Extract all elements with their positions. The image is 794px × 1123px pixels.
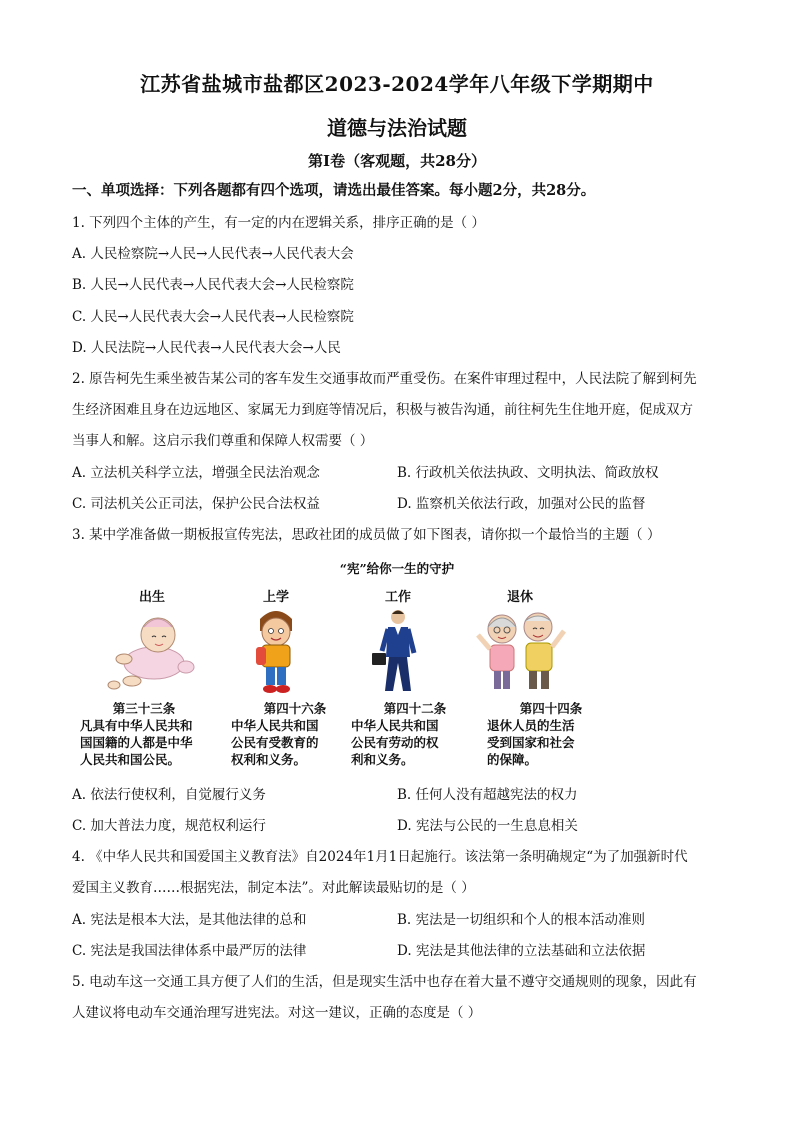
article-card-44 (487, 700, 627, 768)
part-title: 第Ⅰ卷（客观题，共28分） (308, 152, 486, 170)
question-4-stem-line2: 爱国主义教育……根据宪法，制定本法”。对此解读最贴切的是（ ） (72, 880, 475, 896)
section-heading: 一、单项选择：下列各题都有四个选项，请选出最佳答案。每小题2分，共28分。 (72, 182, 596, 199)
stage-label-school: 上学 (262, 590, 289, 605)
question-4-option-d: D. 宪法是其他法律的立法基础和立法依据 (397, 943, 646, 959)
question-2-option-a: A. 立法机关科学立法，增强全民法治观念 (72, 465, 320, 481)
question-1-option-c: C. 人民→人民代表大会→人民代表→人民检察院 (72, 309, 354, 325)
question-4-option-c: C. 宪法是我国法律体系中最严厉的法律 (72, 943, 307, 959)
article-text-44: 退休人员的生活 受到国家和社会 的保障。 (487, 718, 575, 767)
question-1-stem: 1. 下列四个主体的产生，有一定的内在逻辑关系，排序正确的是（ ） (72, 215, 485, 231)
article-card-42 (351, 700, 491, 768)
article-title-42: 第四十二条 (383, 701, 447, 716)
question-3-stem: 3. 某中学准备做一期板报宣传宪法，思政社团的成员做了如下图表，请你拟一个最恰当的主题（ ） (72, 527, 661, 543)
worker-icon (348, 605, 448, 697)
exam-title-line2: 道德与法治试题 (327, 116, 467, 140)
question-3-option-b: B. 任何人没有超越宪法的权力 (397, 787, 578, 803)
article-text-42: 中华人民共和国 公民有劳动的权 利和义务。 (351, 718, 439, 767)
chart-title: “宪”给你一生的守护 (339, 561, 455, 576)
stage-label-birth: 出生 (138, 590, 165, 605)
elderly-couple-icon (470, 605, 570, 697)
question-4-stem-line1: 4. 《中华人民共和国爱国主义教育法》自2024年1月1日起施行。该法第一条明确规定“为了加强新时代 (72, 849, 688, 865)
baby-icon (102, 605, 202, 697)
question-2-stem-line1: 2. 原告柯先生乘坐被告某公司的客车发生交通事故而严重受伤。在案件审理过程中，人民法院了解到柯先 (72, 371, 697, 387)
stage-label-work: 工作 (384, 590, 411, 605)
article-text-46: 中华人民共和国 公民有受教育的 权利和义务。 (231, 718, 319, 767)
exam-title-line1: 江苏省盐城市盐都区2023-2024学年八年级下学期期中 (140, 72, 654, 96)
article-text-33: 凡具有中华人民共和 国国籍的人都是中华 人民共和国公民。 (80, 718, 193, 767)
question-5-stem-line1: 5. 电动车这一交通工具方便了人们的生活，但是现实生活中也存在着大量不遵守交通规则的现象，因此有 (72, 974, 697, 990)
article-card-46 (231, 700, 371, 768)
stage-label-retire: 退休 (506, 590, 533, 605)
question-2-stem-line2: 生经济困难且身在边远地区、家属无力到庭等情况后，积极与被告沟通，前往柯先生住地开庭，促成双方 (72, 402, 693, 418)
question-1-option-b: B. 人民→人民代表→人民代表大会→人民检察院 (72, 277, 354, 293)
question-4-option-a: A. 宪法是根本大法，是其他法律的总和 (72, 912, 307, 928)
question-2-option-c: C. 司法机关公正司法，保护公民合法权益 (72, 496, 320, 512)
question-2-option-b: B. 行政机关依法执政、文明执法、简政放权 (397, 465, 659, 481)
question-5-stem-line2: 人建议将电动车交通治理写进宪法。对这一建议，正确的态度是（ ） (72, 1005, 482, 1021)
student-icon (226, 605, 326, 697)
article-card-33 (80, 700, 220, 768)
article-title-44: 第四十四条 (519, 701, 583, 716)
article-title-46: 第四十六条 (263, 701, 327, 716)
question-1-option-a: A. 人民检察院→人民→人民代表→人民代表大会 (72, 246, 354, 262)
article-title-33: 第三十三条 (112, 701, 176, 716)
question-1-option-d: D. 人民法院→人民代表→人民代表大会→人民 (72, 340, 341, 356)
question-2-option-d: D. 监察机关依法行政，加强对公民的监督 (397, 496, 646, 512)
question-3-option-a: A. 依法行使权利，自觉履行义务 (72, 787, 266, 803)
question-3-option-c: C. 加大普法力度，规范权利运行 (72, 818, 266, 834)
question-2-stem-line3: 当事人和解。这启示我们尊重和保障人权需要（ ） (72, 433, 374, 449)
question-3-option-d: D. 宪法与公民的一生息息相关 (397, 818, 578, 834)
question-4-option-b: B. 宪法是一切组织和个人的根本活动准则 (397, 912, 646, 928)
